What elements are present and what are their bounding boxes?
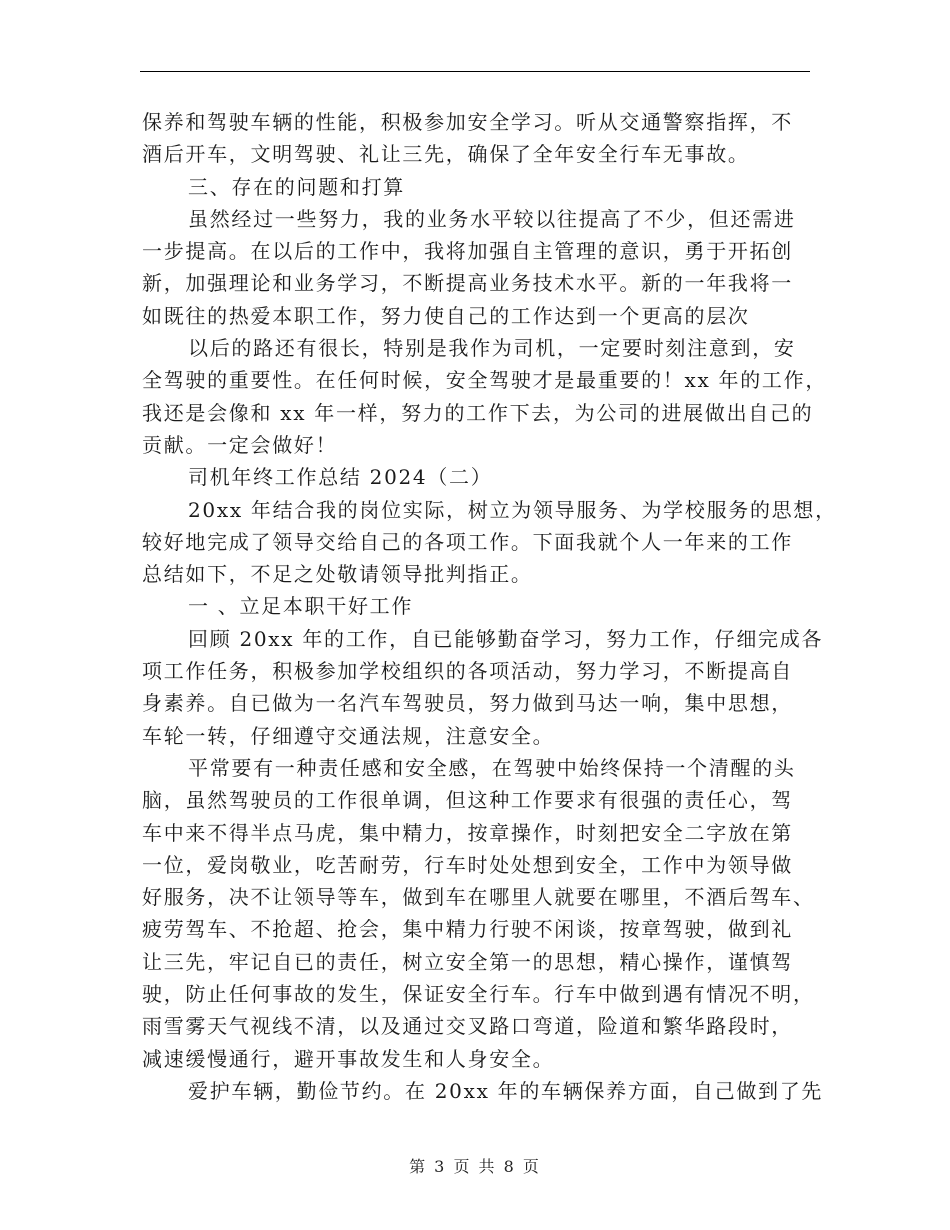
document-body	[142, 106, 837, 1107]
text-line: 贡献。一定会做好！	[142, 432, 338, 457]
text-line: 我还是会像和 xx 年一样，努力的工作下去，为公司的进展做出自己的	[142, 400, 814, 425]
page-number: 第 3 页 共 8 页	[409, 1157, 541, 1176]
section-heading: 三、存在的问题和打算	[188, 174, 405, 199]
text-line: 项工作任务，积极参加学校组织的各项活动，努力学习，不断提高自	[142, 659, 793, 684]
text-line: 爱护车辆，勤俭节约。在 20xx 年的车辆保养方面，自己做到了先	[188, 1078, 824, 1103]
article-title: 司机年终工作总结 2024（二）	[188, 465, 493, 490]
text-line: 疲劳驾车、不抢超、抢会，集中精力行驶不闲谈，按章驾驶，做到礼	[142, 917, 793, 942]
text-line: 驶，防止任何事故的发生，保证安全行车。行车中做到遇有情况不明，	[142, 982, 815, 1007]
text-line: 虽然经过一些努力，我的业务水平较以往提高了不少，但还需进	[188, 206, 796, 231]
text-line: 新，加强理论和业务学习，不断提高业务技术水平。新的一年我将一	[142, 271, 793, 296]
text-line: 车轮一转，仔细遵守交通法规，注意安全。	[142, 723, 555, 748]
text-line: 脑，虽然驾驶员的工作很单调，但这种工作要求有很强的责任心，驾	[142, 788, 793, 813]
text-line: 保养和驾驶车辆的性能，积极参加安全学习。听从交通警察指挥，不	[142, 110, 793, 134]
text-line: 全驾驶的重要性。在任何时候，安全驾驶才是最重要的！xx 年的工作，	[142, 368, 828, 393]
section-heading: 一 、立足本职干好工作	[188, 594, 414, 619]
text-line: 回顾 20xx 年的工作，自已能够勤奋学习，努力工作，仔细完成各	[188, 626, 824, 651]
text-line: 一步提高。在以后的工作中，我将加强自主管理的意识，勇于开拓创	[142, 239, 793, 264]
text-line: 好服务，决不让领导等车，做到车在哪里人就要在哪里，不酒后驾车、	[142, 885, 815, 910]
text-line: 让三先，牢记自已的责任，树立安全第一的思想，精心操作，谨慎驾	[142, 949, 793, 974]
text-line: 总结如下，不足之处敬请领导批判指正。	[142, 562, 533, 587]
text-line: 较好地完成了领导交给自己的各项工作。下面我就个人一年来的工作	[142, 529, 793, 554]
text-line: 以后的路还有很长，特别是我作为司机，一定要时刻注意到，安	[188, 336, 796, 361]
text-line: 减速缓慢通行，避开事故发生和人身安全。	[142, 1046, 555, 1071]
text-line: 20xx 年结合我的岗位实际，树立为领导服务、为学校服务的思想，	[188, 497, 837, 522]
text-line: 一位，爱岗敬业，吃苦耐劳，行车时处处想到安全，工作中为领导做	[142, 852, 793, 877]
text-line: 车中来不得半点马虎，集中精力，按章操作，时刻把安全二字放在第	[142, 820, 793, 845]
text-line: 酒后开车，文明驾驶、礼让三先，确保了全年安全行车无事故。	[142, 142, 750, 167]
text-line: 身素养。自已做为一名汽车驾驶员，努力做到马达一响，集中思想，	[142, 691, 793, 716]
text-line: 如既往的热爱本职工作，努力使自己的工作达到一个更高的层次	[142, 303, 750, 328]
header-rule	[140, 71, 810, 72]
text-line: 雨雪雾天气视线不清，以及通过交叉路口弯道，险道和繁华路段时，	[142, 1014, 793, 1039]
text-line: 平常要有一种责任感和安全感，在驾驶中始终保持一个清醒的头	[188, 755, 796, 780]
